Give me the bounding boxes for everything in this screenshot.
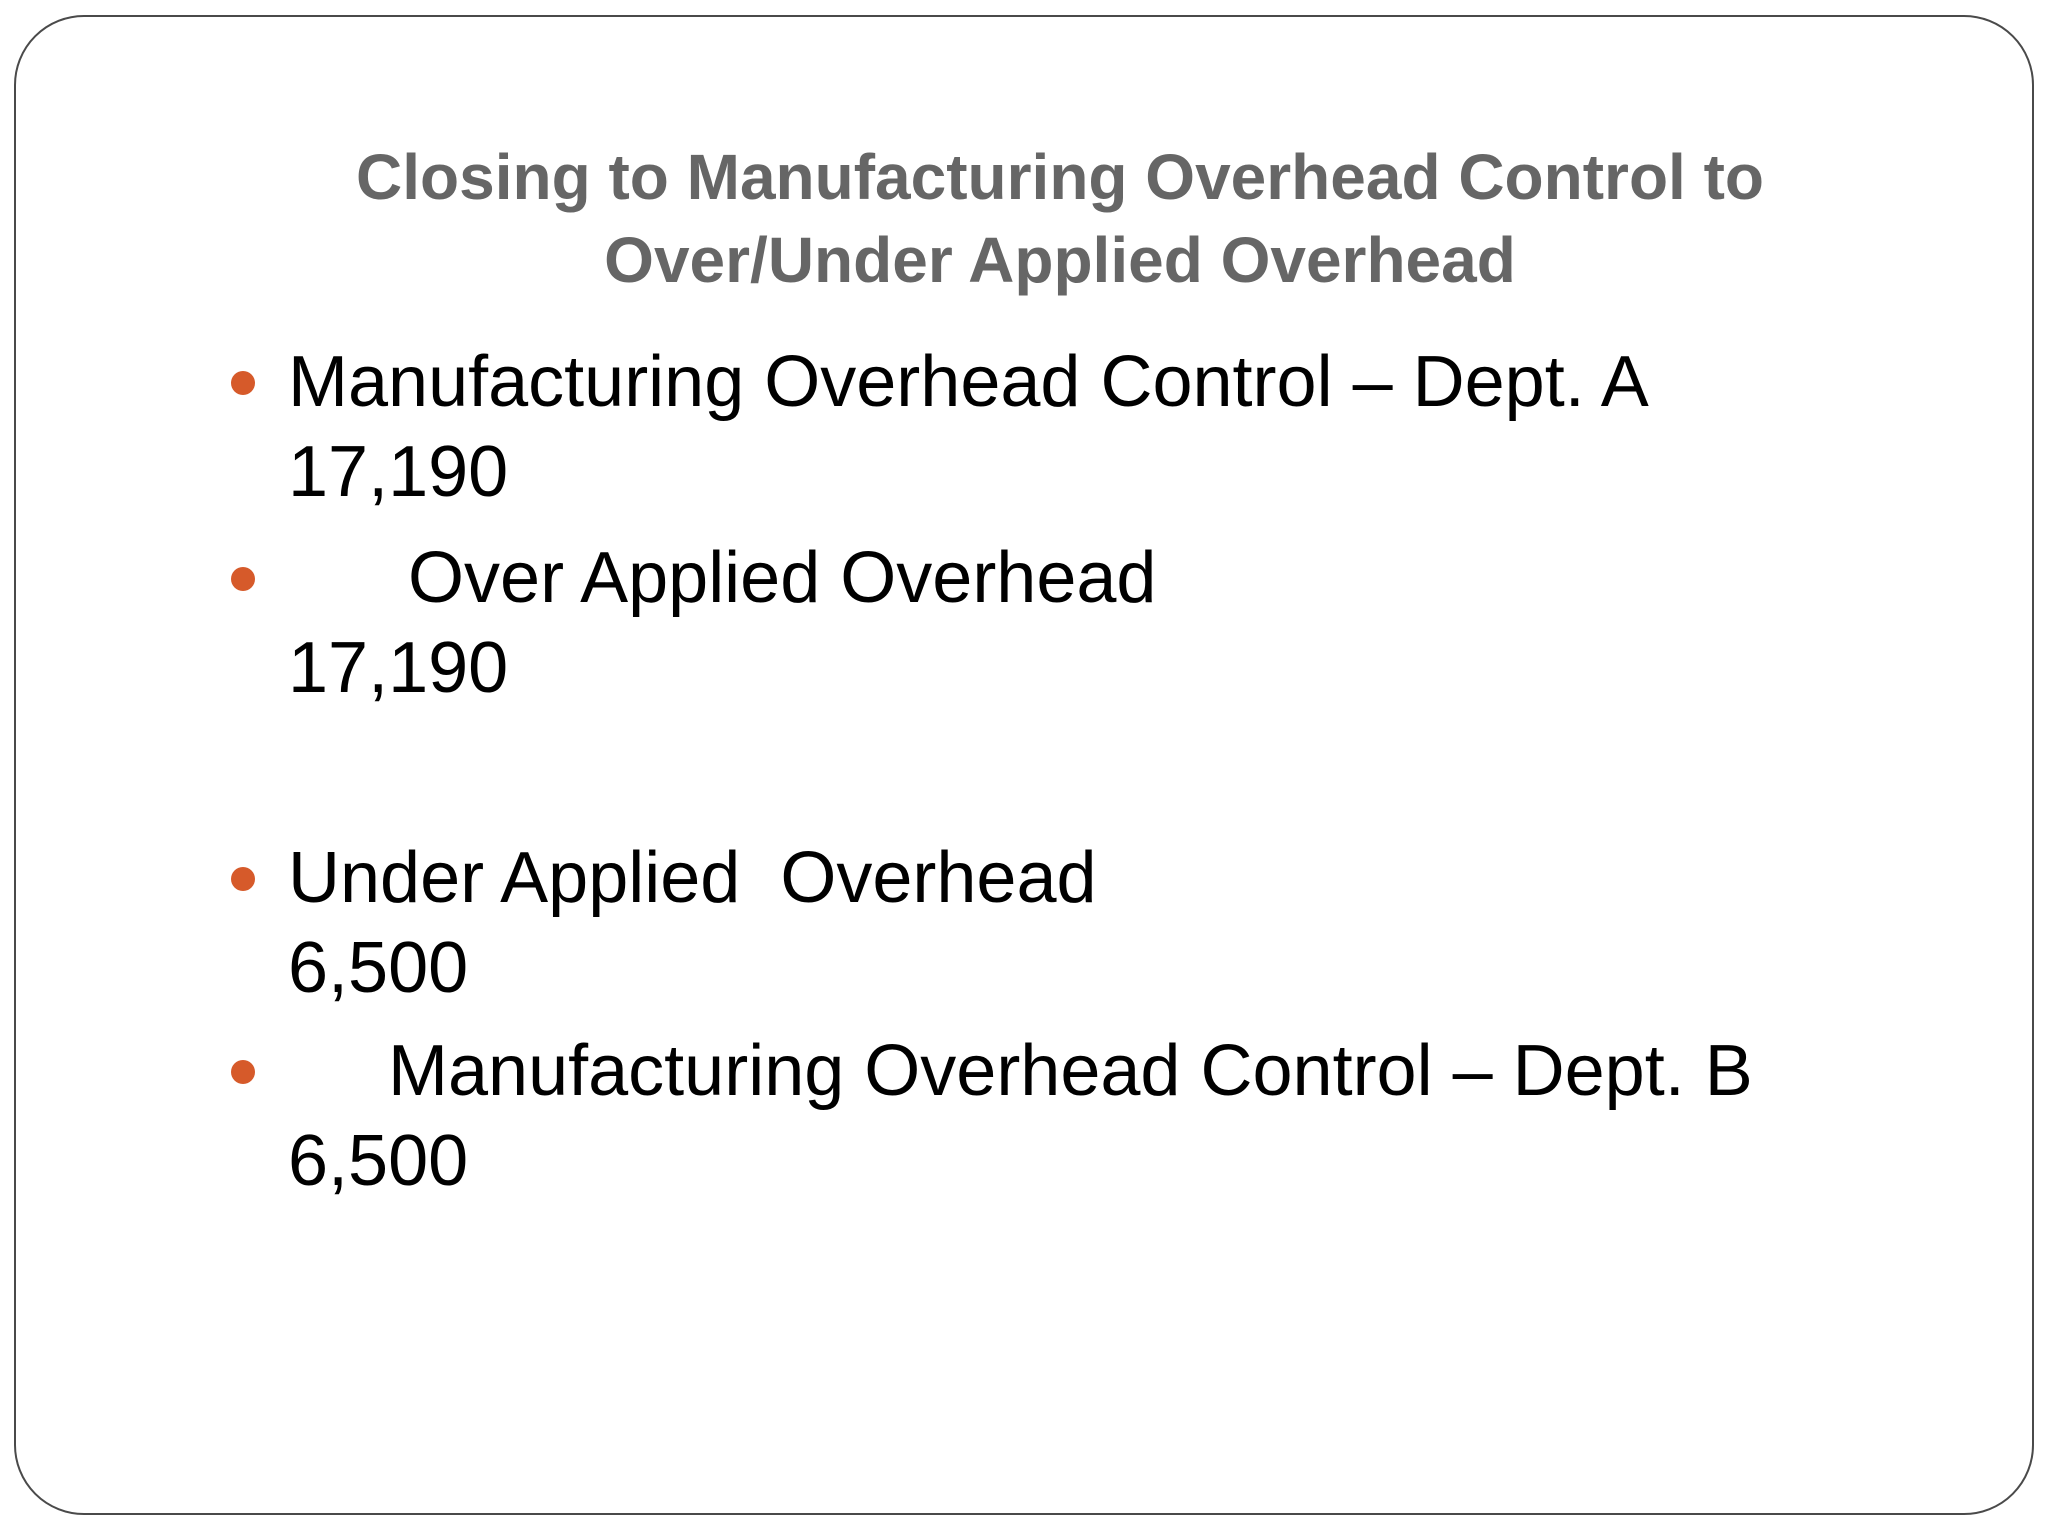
bullet-dot-icon (231, 371, 255, 395)
bullet-dot-icon (231, 867, 255, 891)
slide-title-line-2: Over/Under Applied Overhead (604, 224, 1516, 296)
slide-title (0, 136, 2048, 302)
account-name: Manufacturing Overhead Control – Dept. A (288, 342, 1649, 422)
account-name: Over Applied Overhead (288, 538, 1157, 618)
entry-amount: 6,500 (288, 928, 469, 1008)
journal-entry-debit-under-applied (288, 833, 1988, 1013)
account-name: Under Applied Overhead (288, 838, 1097, 918)
bullet-dot-icon (231, 1060, 255, 1084)
journal-entry-credit-over-applied (288, 533, 1988, 713)
entry-amount: 17,190 (288, 432, 509, 512)
entry-amount: 17,190 (288, 628, 509, 708)
entry-amount: 6,500 (288, 1121, 469, 1201)
account-name: Manufacturing Overhead Control – Dept. B (288, 1031, 1753, 1111)
journal-entry-debit-dept-a (288, 337, 1988, 517)
bullet-dot-icon (231, 567, 255, 591)
journal-entry-credit-dept-b (288, 1026, 1988, 1206)
slide-title-line-1: Closing to Manufacturing Overhead Control to (356, 141, 1764, 213)
